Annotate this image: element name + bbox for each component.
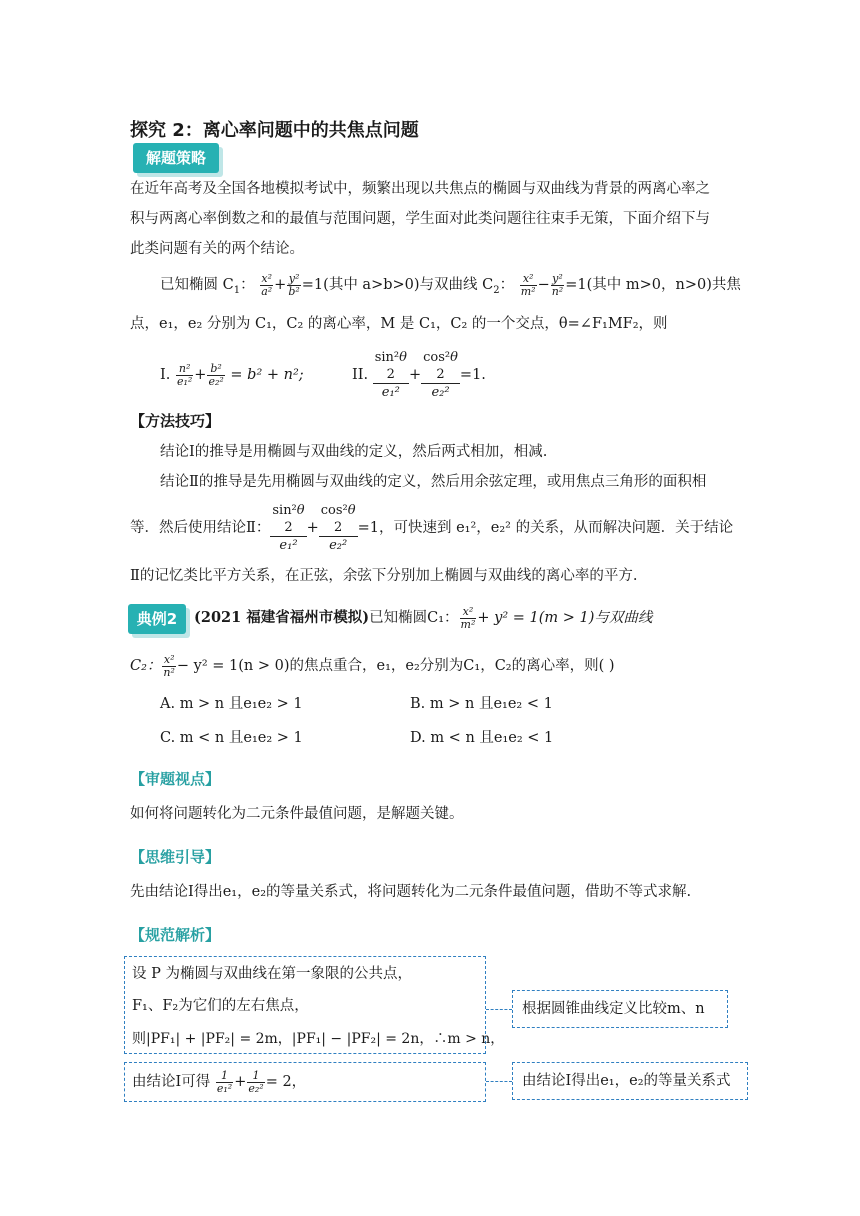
- plus: +: [306, 520, 319, 536]
- label-II: II.: [352, 367, 369, 383]
- frac-cos-2: [319, 502, 358, 554]
- rhs-I: = b² + n²;: [230, 367, 304, 383]
- solution-line-2: F₁、F₂为它们的左右焦点，: [132, 998, 309, 1014]
- frac-b2-e22: [207, 363, 224, 388]
- known-text-1: 已知椭圆 C: [160, 277, 234, 293]
- option-D: D. m < n 且e₁e₂ < 1: [410, 730, 554, 746]
- connector-2: [486, 1081, 512, 1082]
- two: 2: [436, 367, 445, 382]
- solution-heading: 【规范解析】: [130, 926, 221, 944]
- cos2: cos²: [423, 350, 451, 365]
- den: e₁²: [381, 385, 400, 400]
- guide-text: 先由结论Ⅰ得出e₁，e₂的等量关系式，将问题转化为二元条件最值问题，借助不等式求解.: [130, 884, 692, 900]
- frac-x2-m2: [520, 273, 537, 298]
- known-line-1: [160, 268, 741, 308]
- theta: θ: [296, 503, 305, 518]
- den: e₂²: [248, 1081, 264, 1095]
- two: 2: [386, 367, 395, 382]
- den: e₁²: [176, 374, 193, 388]
- intro-line-3: 此类问题有关的两个结论。: [130, 241, 304, 257]
- example-text-1: 已知椭圆C₁：: [369, 610, 459, 626]
- strategy-tag: 解题策略: [133, 143, 219, 173]
- solution-line-3: 则|PF₁| + |PF₂| = 2m，|PF₁| − |PF₂| = 2n，∴m > n，: [132, 1031, 505, 1047]
- colon: ：: [499, 277, 515, 293]
- frac-1-e22: [247, 1070, 264, 1095]
- rhs-II: =1.: [459, 367, 486, 383]
- num: x²: [163, 652, 175, 666]
- num: y²: [288, 271, 300, 285]
- theta: θ: [347, 503, 356, 518]
- num: y²: [552, 271, 563, 285]
- frac-y2-n2: [551, 273, 565, 298]
- den: m²: [520, 284, 536, 298]
- den: n²: [551, 284, 564, 298]
- sub-2: 2: [493, 284, 500, 296]
- review-heading: 【审题视点】: [130, 770, 221, 788]
- known-colon: ：: [240, 277, 255, 293]
- frac-sin: [373, 349, 409, 401]
- example-tag: 典例2: [128, 604, 186, 634]
- conclusion-I: [160, 358, 304, 392]
- frac-sin-2: [270, 502, 306, 554]
- example-text-2-pre: C₂：: [130, 658, 162, 674]
- num: n²: [176, 363, 193, 376]
- example-line-1: [194, 600, 652, 636]
- plus: +: [274, 277, 287, 293]
- method-line-4: Ⅱ的记忆类比平方关系，在正弦，余弦下分别加上椭圆与双曲线的离心率的平方.: [130, 568, 638, 584]
- method-line-3-pre: 等．然后使用结论Ⅱ：: [130, 520, 271, 536]
- num: x²: [520, 273, 537, 286]
- method-line-3-post: =1，可快速到 e₁²，e₂² 的关系，从而解决问题．关于结论: [357, 520, 734, 536]
- num: [421, 349, 460, 384]
- num: x²: [460, 606, 477, 619]
- example-eq-1: + y² = 1(m > 1)与双曲线: [477, 610, 653, 626]
- example-source: (2021 福建省福州市模拟): [194, 609, 370, 626]
- connector-1: [486, 1009, 512, 1010]
- example-eq-2: − y² = 1(n > 0)的焦点重合，e₁，e₂分别为C₁，C₂的离心率，则( ): [176, 658, 615, 674]
- den: a²: [261, 284, 273, 298]
- guide-heading: 【思维引导】: [130, 848, 221, 866]
- two: 2: [334, 520, 343, 535]
- theta: θ: [399, 350, 407, 365]
- frac-cos: [421, 349, 460, 401]
- num: 1: [216, 1070, 233, 1083]
- two: 2: [284, 520, 293, 535]
- den: b²: [288, 284, 300, 298]
- num: [373, 349, 409, 384]
- plus: +: [408, 367, 422, 383]
- review-text: 如何将问题转化为二元条件最值问题，是解题关键。: [130, 806, 464, 822]
- num: x²: [261, 271, 272, 285]
- intro-line-1: 在近年高考及全国各地模拟考试中，频繁出现以共焦点的椭圆与双曲线为背景的两离心率之: [130, 181, 710, 197]
- page-title: 探究 2：离心率问题中的共焦点问题: [130, 120, 419, 141]
- solution-line-4: [132, 1066, 306, 1098]
- plus: +: [194, 367, 207, 383]
- den: e₁²: [279, 538, 298, 553]
- label-I: I.: [160, 367, 171, 383]
- plus: +: [234, 1074, 247, 1090]
- den: n²: [163, 665, 175, 679]
- num: [270, 502, 306, 537]
- option-C: C. m < n 且e₁e₂ > 1: [160, 730, 303, 746]
- option-B: B. m > n 且e₁e₂ < 1: [410, 696, 553, 712]
- sub-1: 1: [233, 284, 241, 296]
- note-1: 根据圆锥曲线定义比较m、n: [522, 1001, 705, 1017]
- frac-y2-b2: [287, 273, 300, 298]
- frac-x2-m2-ex: [460, 606, 477, 631]
- sin2: sin²: [272, 503, 297, 518]
- den: e₁²: [216, 1081, 233, 1095]
- frac-1-e12: [216, 1070, 233, 1095]
- frac-x2-a2: [260, 273, 273, 298]
- den: e₂²: [208, 374, 224, 388]
- den: e₂²: [431, 385, 450, 400]
- note-2: 由结论Ⅰ得出e₁，e₂的等量关系式: [522, 1073, 731, 1089]
- solution-line-4-pre: 由结论Ⅰ可得: [132, 1074, 215, 1090]
- known-text-3: =1(其中 a>b>0)与双曲线 C: [301, 277, 494, 293]
- cos2: cos²: [320, 503, 348, 518]
- frac-n2-e12: [176, 363, 193, 388]
- known-text-4: =1(其中 m>0，n>0)共焦: [565, 277, 741, 293]
- frac-x2-n2-ex: [162, 654, 176, 679]
- solution-line-4-post: = 2，: [265, 1074, 307, 1090]
- method-line-2: 结论Ⅱ的推导是先用椭圆与双曲线的定义，然后用余弦定理，或用焦点三角形的面积相: [160, 474, 707, 490]
- intro-line-2: 积与两离心率倒数之和的最值与范围问题，学生面对此类问题往往束手无策，下面介绍下与: [130, 211, 710, 227]
- minus: −: [537, 277, 550, 293]
- example-line-2: [130, 648, 615, 684]
- num: b²: [207, 363, 224, 376]
- num: [319, 502, 358, 537]
- known-line-2: 点，e₁，e₂ 分别为 C₁，C₂ 的离心率，M 是 C₁，C₂ 的一个交点，θ=∠F₁MF₂，则: [130, 316, 668, 332]
- option-A: A. m > n 且e₁e₂ > 1: [160, 696, 303, 712]
- num: 1: [247, 1070, 264, 1083]
- sin2: sin²: [374, 350, 400, 365]
- den: m²: [460, 617, 476, 631]
- conclusion-II: [352, 348, 486, 402]
- solution-line-1: 设 P 为椭圆与双曲线在第一象限的公共点，: [132, 966, 412, 982]
- method-heading: 【方法技巧】: [130, 412, 221, 430]
- method-line-3: [130, 498, 733, 558]
- method-line-1: 结论Ⅰ的推导是用椭圆与双曲线的定义，然后两式相加，相减.: [160, 444, 548, 460]
- theta: θ: [450, 350, 458, 365]
- den: e₂²: [329, 538, 348, 553]
